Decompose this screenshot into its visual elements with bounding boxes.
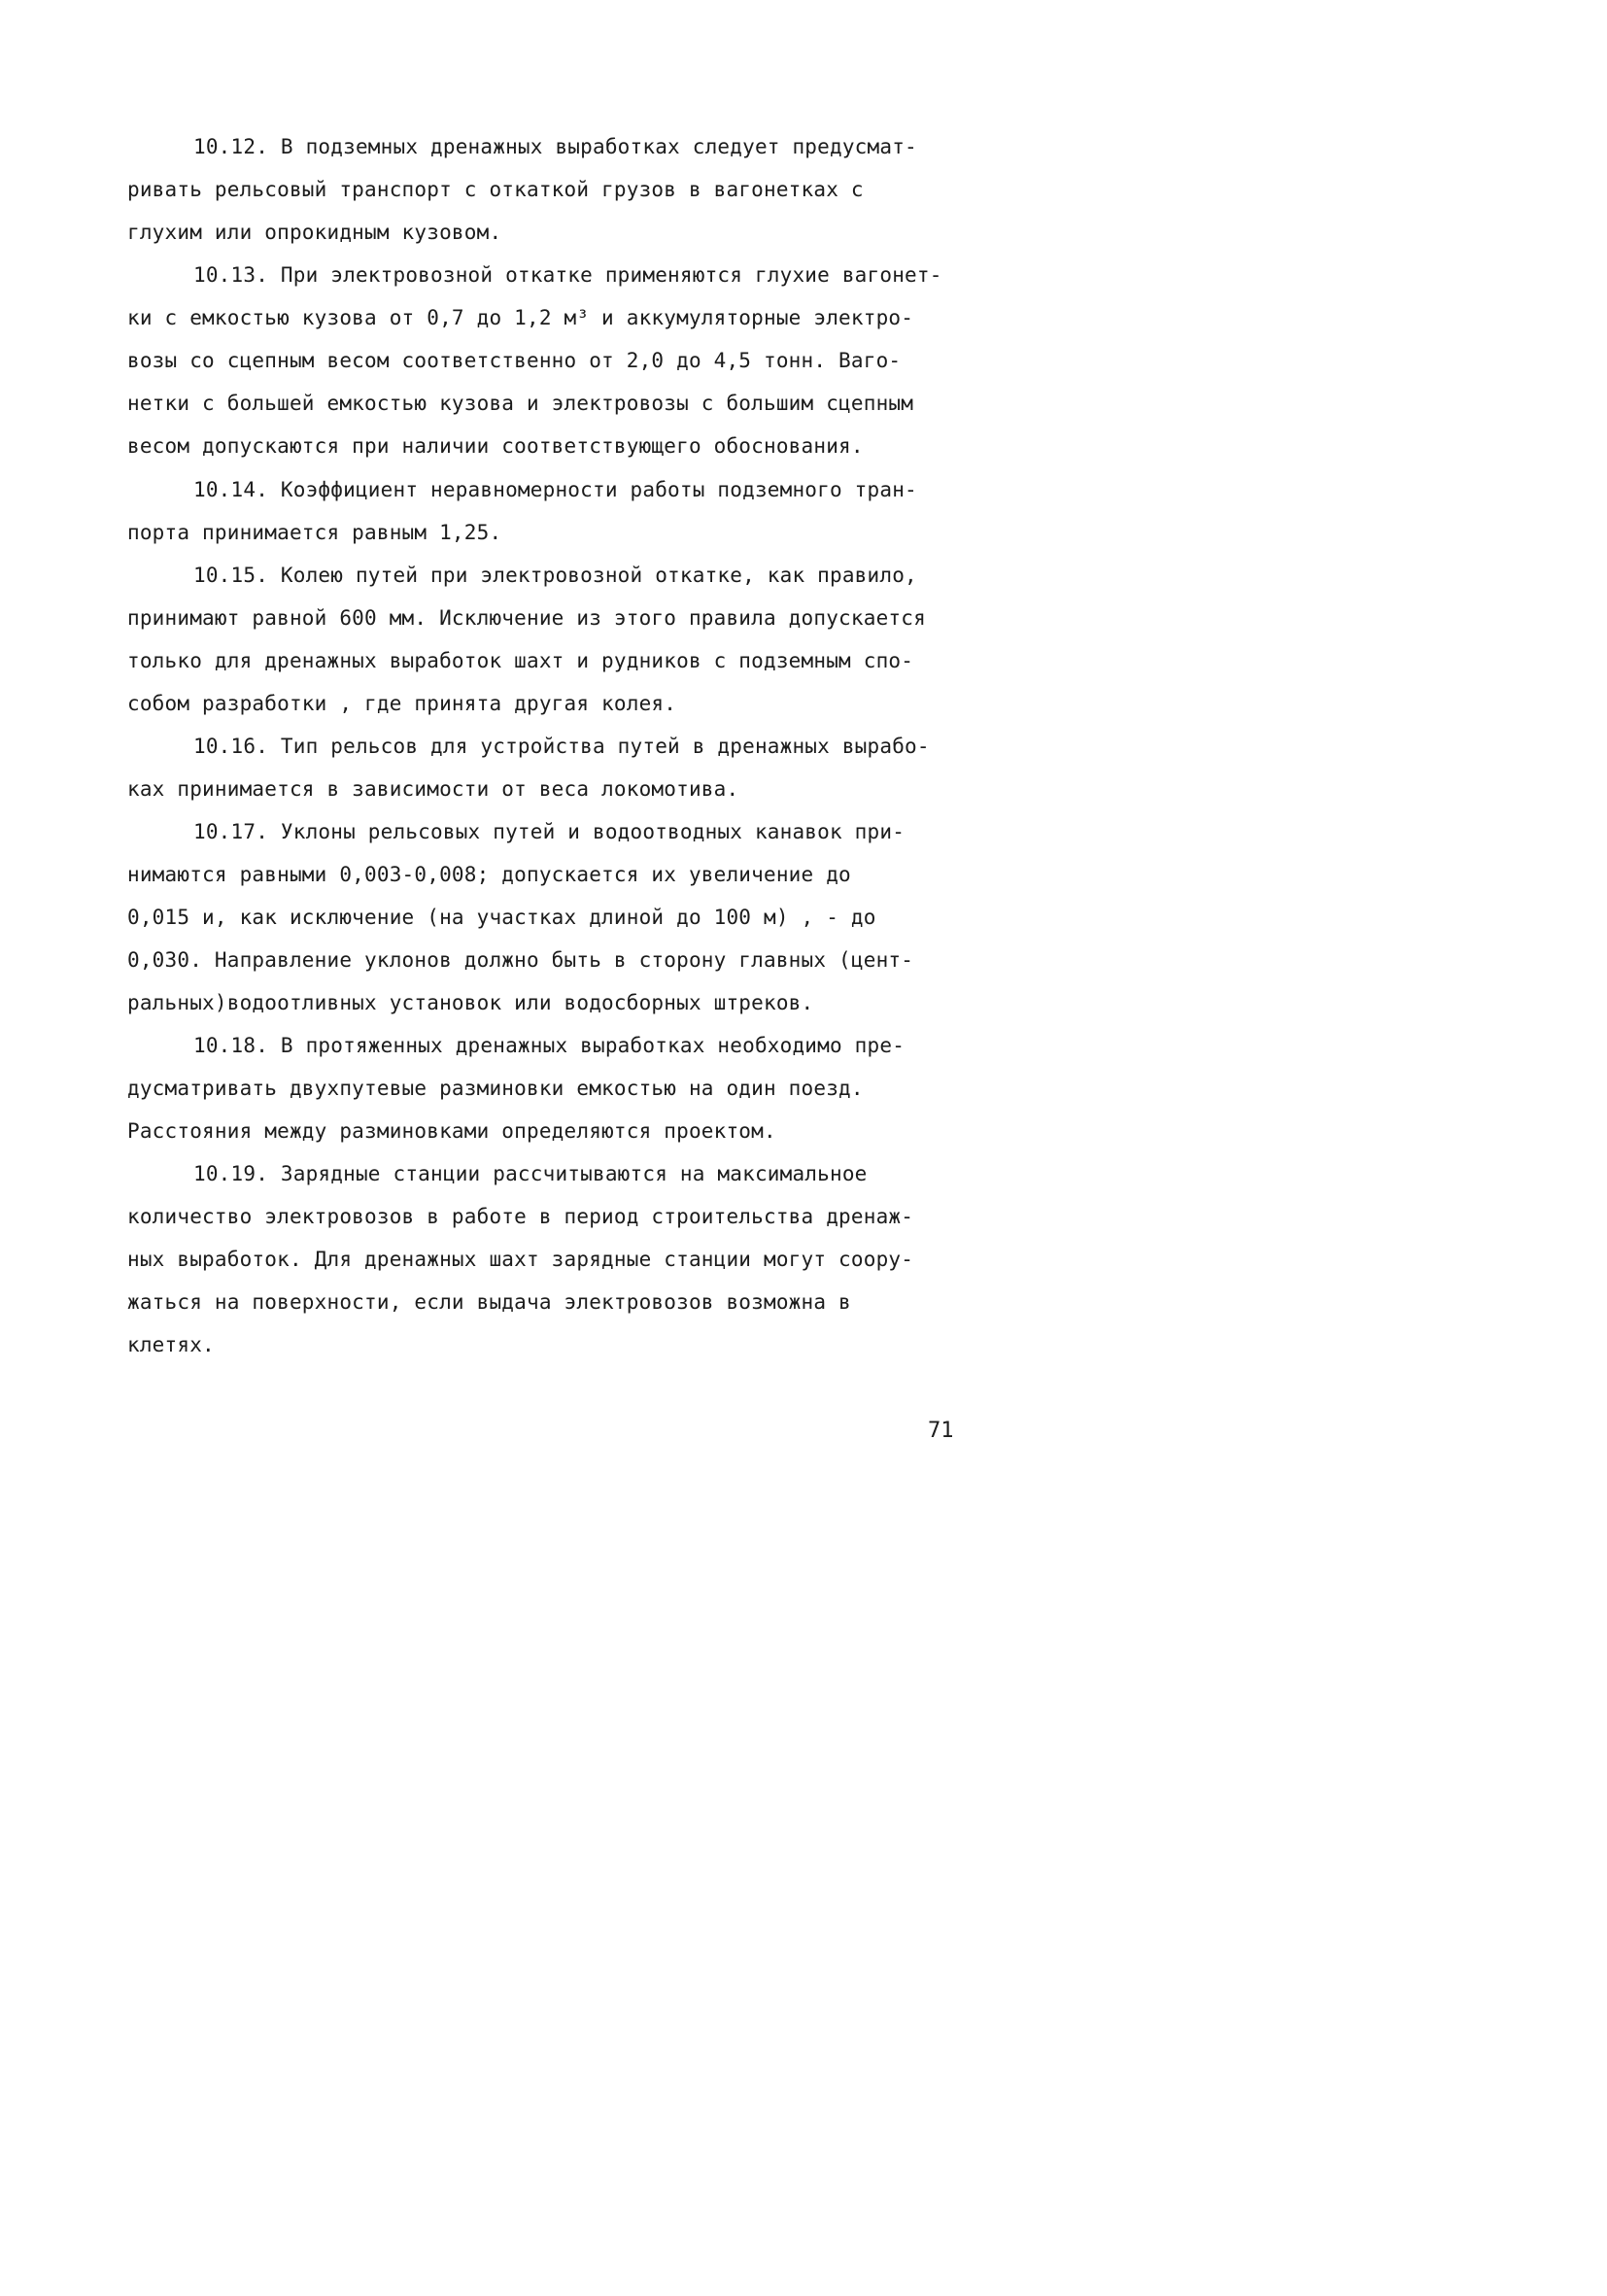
text-line: порта принимается равным 1,25.	[127, 521, 502, 544]
text-line: 10.16. Тип рельсов для устройства путей в дренажных вырабо-	[193, 735, 930, 758]
text-line: жаться на поверхности, если выдача электровозов возможна в	[127, 1290, 851, 1314]
text-line: 10.15. Колею путей при электровозной откатке, как правило,	[193, 564, 917, 587]
text-line: количество электровозов в работе в период строительства дренаж-	[127, 1205, 914, 1228]
document-page	[0, 0, 1073, 1519]
text-line: возы со сцепным весом соответственно от 2,0 до 4,5 тонн. Ваго-	[127, 349, 902, 372]
text-line: 10.12. В подземных дренажных выработках следует предусмат-	[193, 135, 917, 158]
text-line: нетки с большей емкостью кузова и электровозы с большим сцепным	[127, 392, 914, 415]
text-line: глухим или опрокидным кузовом.	[127, 221, 502, 244]
text-line: 0,015 и, как исключение (на участках длиной до 100 м) , - до	[127, 906, 876, 929]
text-line: принимают равной 600 мм. Исключение из этого правила допускается	[127, 606, 926, 630]
text-line: ки с емкостью кузова от 0,7 до 1,2 м³ и аккумуляторные электро-	[127, 306, 914, 329]
text-line: ках принимается в зависимости от веса локомотива.	[127, 777, 739, 801]
text-line: 10.17. Уклоны рельсовых путей и водоотводных канавок при-	[193, 820, 906, 843]
text-line: только для дренажных выработок шахт и рудников с подземным спо-	[127, 649, 914, 672]
text-line: дусматривать двухпутевые разминовки емкостью на один поезд.	[127, 1077, 864, 1100]
text-line: Расстояния между разминовками определяются проектом.	[127, 1119, 776, 1143]
text-line: 10.13. При электровозной откатке применяются глухие вагонет-	[193, 263, 942, 287]
text-line: 10.19. Зарядные станции рассчитываются на максимальное	[193, 1162, 868, 1185]
text-line: 10.14. Коэффициент неравномерности работы подземного тран-	[193, 478, 917, 501]
text-line: 10.18. В протяженных дренажных выработках необходимо пре-	[193, 1034, 906, 1057]
text-line: нимаются равными 0,003-0,008; допускается их увеличение до	[127, 863, 851, 886]
text-line: ральных)водоотливных установок или водосборных штреков.	[127, 991, 814, 1014]
text-line: весом допускаются при наличии соответствующего обоснования.	[127, 434, 864, 458]
text-line: клетях.	[127, 1333, 215, 1356]
text-line: 0,030. Направление уклонов должно быть в сторону главных (цент-	[127, 948, 914, 972]
text-line: ривать рельсовый транспорт с откаткой грузов в вагонетках с	[127, 178, 864, 201]
text-line: ных выработок. Для дренажных шахт зарядные станции могут соору-	[127, 1248, 914, 1271]
page-number: 71	[928, 1419, 954, 1443]
text-line: собом разработки , где принята другая колея.	[127, 692, 677, 715]
